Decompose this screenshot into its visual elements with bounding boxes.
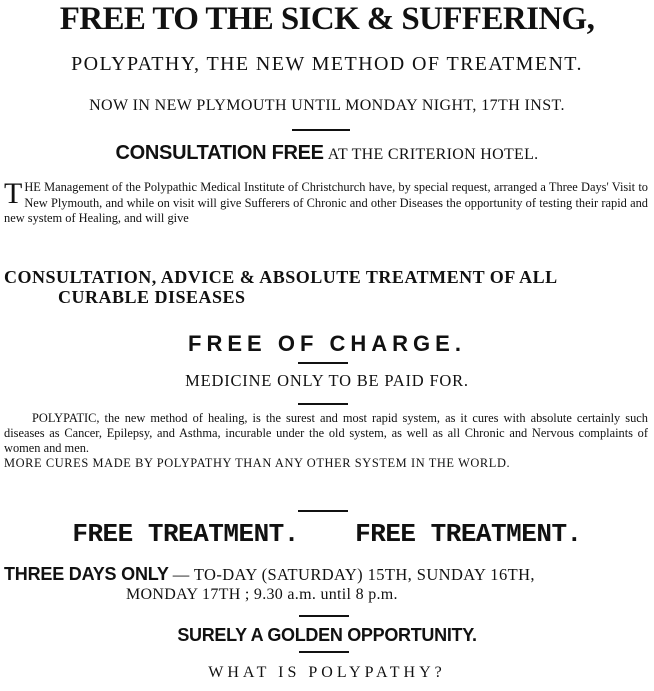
- offer-line-1: CONSULTATION, ADVICE & ABSOLUTE TREATMENT OF ALL: [4, 267, 558, 287]
- free-treatment-left: FREE TREATMENT.: [72, 519, 299, 549]
- intro-dropcap: T: [4, 177, 23, 210]
- free-of-charge: FREE OF CHARGE.: [188, 331, 466, 356]
- divider: [299, 615, 349, 617]
- location-line: NOW IN NEW PLYMOUTH UNTIL MONDAY NIGHT, 17TH INST.: [89, 97, 565, 114]
- divider: [298, 510, 348, 512]
- golden-opportunity: SURELY A GOLDEN OPPORTUNITY.: [177, 625, 477, 645]
- intro-paragraph: [4, 177, 648, 227]
- divider: [298, 403, 348, 405]
- subtitle: POLYPATHY, THE NEW METHOD OF TREATMENT.: [71, 53, 583, 75]
- consultation-line: [0, 140, 654, 168]
- medicine-note: MEDICINE ONLY TO BE PAID FOR.: [185, 371, 469, 390]
- method-claim: MORE CURES MADE BY POLYPATHY THAN ANY OTHER SYSTEM IN THE WORLD.: [4, 456, 511, 470]
- closing-question: WHAT IS POLYPATHY?: [208, 664, 446, 681]
- days-prefix: THREE DAYS ONLY: [4, 564, 169, 584]
- days-line-2: MONDAY 17TH ; 9.30 a.m. until 8 p.m.: [126, 586, 398, 603]
- offer-line-2: CURABLE DISEASES: [58, 287, 246, 307]
- divider: [292, 129, 350, 131]
- free-treatment-right: FREE TREATMENT.: [355, 519, 582, 549]
- consultation-suffix: AT THE CRITERION HOTEL.: [327, 146, 539, 163]
- method-paragraph: [4, 411, 648, 471]
- consultation-prefix: CONSULTATION FREE: [115, 142, 324, 164]
- divider: [299, 651, 349, 653]
- intro-text: HE Management of the Polypathic Medical Institute of Christchurch have, by special request, arranged a Three Days' Visit to New Plymouth, and while on visit will give Sufferers of Chronic and other Diseases the opportunity of testing their rapid and new system of Healing, and will give: [4, 180, 648, 225]
- divider: [298, 362, 348, 364]
- days-dates: — TO-DAY (SATURDAY) 15TH, SUNDAY 16TH,: [172, 565, 535, 584]
- free-treatment-line: [0, 518, 654, 550]
- headline: FREE TO THE SICK & SUFFERING,: [59, 1, 595, 37]
- method-text: POLYPATIC, the new method of healing, is the surest and most rapid system, as it cures with absolute certainly such diseases as Cancer, Epilepsy, and Asthma, incurable under the old system, as well as all Chronic and Nervous complaints of women and men.: [4, 411, 648, 455]
